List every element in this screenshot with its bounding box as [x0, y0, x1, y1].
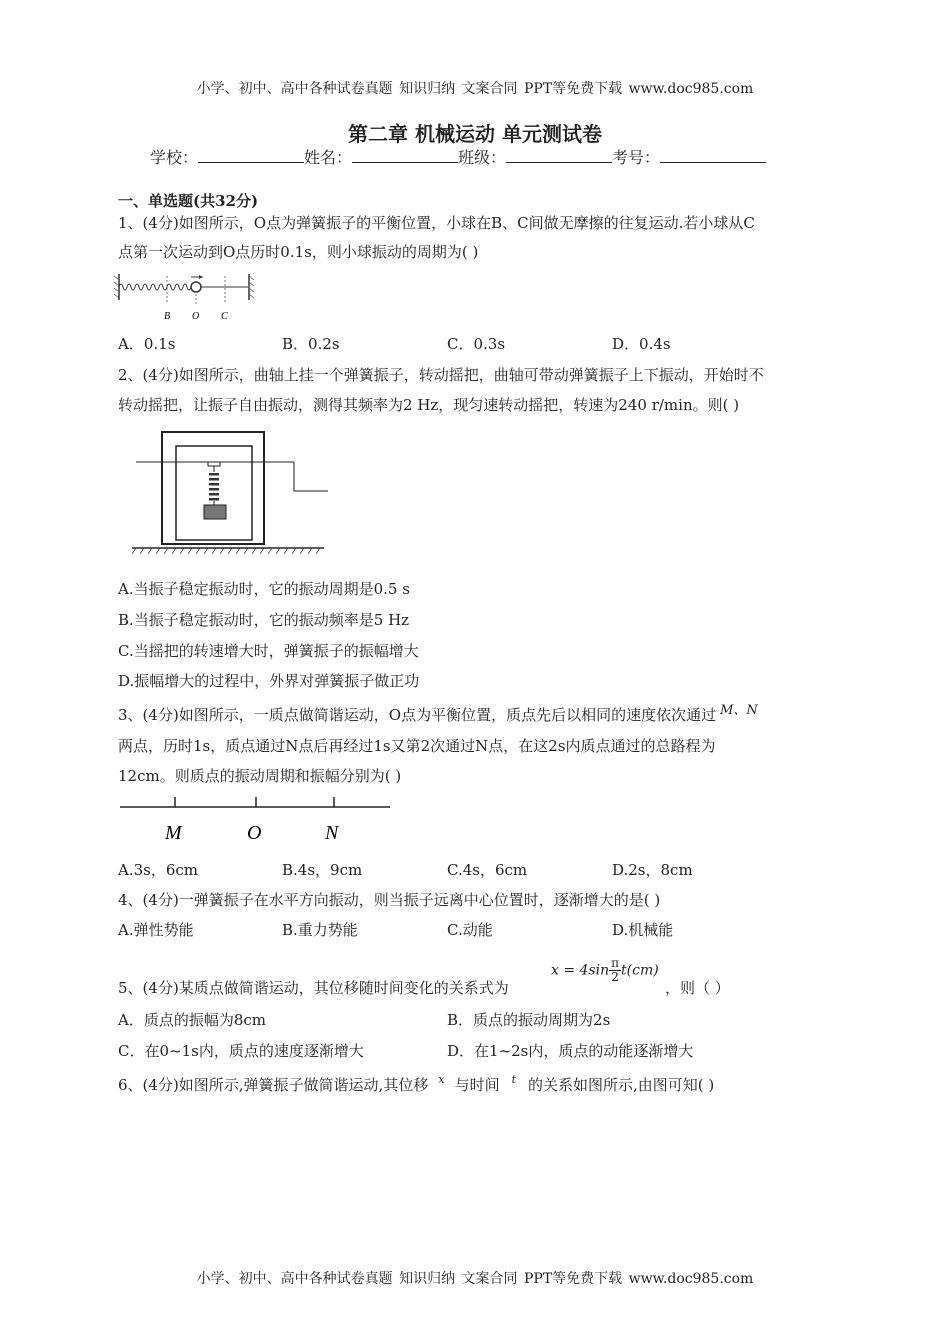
q3-mon-figure	[118, 796, 393, 846]
q3-points-mn: M、N	[720, 703, 758, 718]
q5-formula-den: 2	[611, 970, 619, 984]
q1-option-b: B．0.2s	[282, 335, 340, 353]
q2-option-b: B.当振子稳定振动时，它的振动频率是5 Hz	[118, 611, 410, 629]
q6-stem-part1: 6、(4分)如图所示,弹簧振子做简谐运动,其位移	[118, 1076, 429, 1094]
q6-stem	[118, 1074, 714, 1095]
q3-stem-line3: 12cm。则质点的振动周期和振幅分别为( )	[118, 767, 402, 785]
q5-formula-num: π	[611, 956, 620, 970]
q6-var-t: t	[511, 1073, 516, 1086]
exam-no-label: 考号：	[612, 148, 661, 167]
name-blank	[352, 148, 458, 163]
name-label: 姓名：	[304, 148, 353, 167]
page-header: 小学、初中、高中各种试卷真题 知识归纳 文案合同 PPT等免费下载 www.doc985.com	[196, 81, 754, 97]
q2-stem-line2: 转动摇把，让振子自由振动，测得其频率为2 Hz，现匀速转动摇把，转速为240 r/min。则( )	[118, 396, 740, 414]
q2-option-a: A.当振子稳定振动时，它的振动周期是0.5 s	[118, 580, 410, 598]
q6-stem-part2: 与时间	[454, 1076, 500, 1094]
q4-option-c: C.动能	[447, 921, 493, 939]
q5-option-c: C．在0~1s内，质点的速度逐渐增大	[118, 1042, 364, 1060]
section-heading: 一、单选题(共32分)	[118, 192, 259, 210]
q3-stem-line2: 两点，历时1s，质点通过N点后再经过1s又第2次通过N点，在这2s内质点通过的总路程为	[118, 737, 716, 755]
q3-label-m: M	[165, 822, 182, 844]
q5-option-b: B．质点的振动周期为2s	[447, 1011, 611, 1029]
q1-option-d: D．0.4s	[612, 335, 671, 353]
q5-formula	[551, 957, 659, 984]
q1-label-o: O	[192, 311, 200, 322]
q1-stem-line2: 点第一次运动到O点历时0.1s，则小球振动的周期为( )	[118, 243, 479, 261]
q1-spring-figure	[112, 268, 257, 324]
q3-option-a: A.3s，6cm	[118, 861, 199, 879]
q4-option-b: B.重力势能	[282, 921, 358, 939]
page-footer: 小学、初中、高中各种试卷真题 知识归纳 文案合同 PPT等免费下载 www.doc985.com	[196, 1271, 754, 1287]
q5-stem: 5、(4分)某质点做简谐运动，其位移随时间变化的关系式为	[118, 979, 509, 997]
exam-no-blank	[660, 148, 766, 163]
q1-option-a: A．0.1s	[118, 335, 176, 353]
q5-formula-fraction	[609, 957, 621, 984]
q3-option-c: C.4s，6cm	[447, 861, 528, 879]
q3-stem-line1	[118, 704, 758, 725]
q6-var-x: x	[438, 1073, 445, 1086]
q1-stem-line1: 1、(4分)如图所示，O点为弹簧振子的平衡位置，小球在B、C间做无摩擦的往复运动.若小球从C	[118, 214, 755, 232]
class-blank	[506, 148, 612, 163]
q5-stem-tail: ，则（ ）	[665, 979, 730, 997]
q2-crank-figure	[128, 428, 328, 560]
q4-stem: 4、(4分)一弹簧振子在水平方向振动，则当振子远离中心位置时，逐渐增大的是( )	[118, 891, 661, 909]
q4-option-d: D.机械能	[612, 921, 674, 939]
page-title: 第二章 机械运动 单元测试卷	[348, 122, 602, 146]
q2-option-d: D.振幅增大的过程中，外界对弹簧振子做正功	[118, 672, 420, 690]
q3-option-d: D.2s，8cm	[612, 861, 693, 879]
q3-label-o: O	[247, 822, 262, 844]
q3-label-n: N	[325, 822, 339, 844]
q2-stem-line1: 2、(4分)如图所示，曲轴上挂一个弹簧振子，转动摇把，曲轴可带动弹簧振子上下振动，开始时不	[118, 366, 764, 384]
q5-formula-left: x = 4sin	[551, 962, 610, 979]
q1-label-b: B	[164, 311, 171, 322]
q1-option-c: C．0.3s	[447, 335, 506, 353]
class-label: 班级：	[458, 148, 507, 167]
q2-option-c: C.当摇把的转速增大时，弹簧振子的振幅增大	[118, 642, 419, 660]
school-blank	[198, 148, 304, 163]
q5-option-a: A．质点的振幅为8cm	[118, 1011, 267, 1029]
school-label: 学校：	[150, 148, 199, 167]
student-info	[150, 145, 766, 168]
q1-label-c: C	[221, 311, 228, 322]
q4-option-a: A.弹性势能	[118, 921, 194, 939]
q6-stem-part3: 的关系如图所示,由图可知( )	[528, 1076, 715, 1094]
q3-option-b: B.4s，9cm	[282, 861, 363, 879]
q5-formula-right: t(cm)	[621, 962, 659, 979]
q5-option-d: D．在1~2s内，质点的动能逐渐增大	[447, 1042, 694, 1060]
q3-stem-line1-text: 3、(4分)如图所示，一质点做简谐运动，O点为平衡位置，质点先后以相同的速度依次通过	[118, 706, 717, 724]
